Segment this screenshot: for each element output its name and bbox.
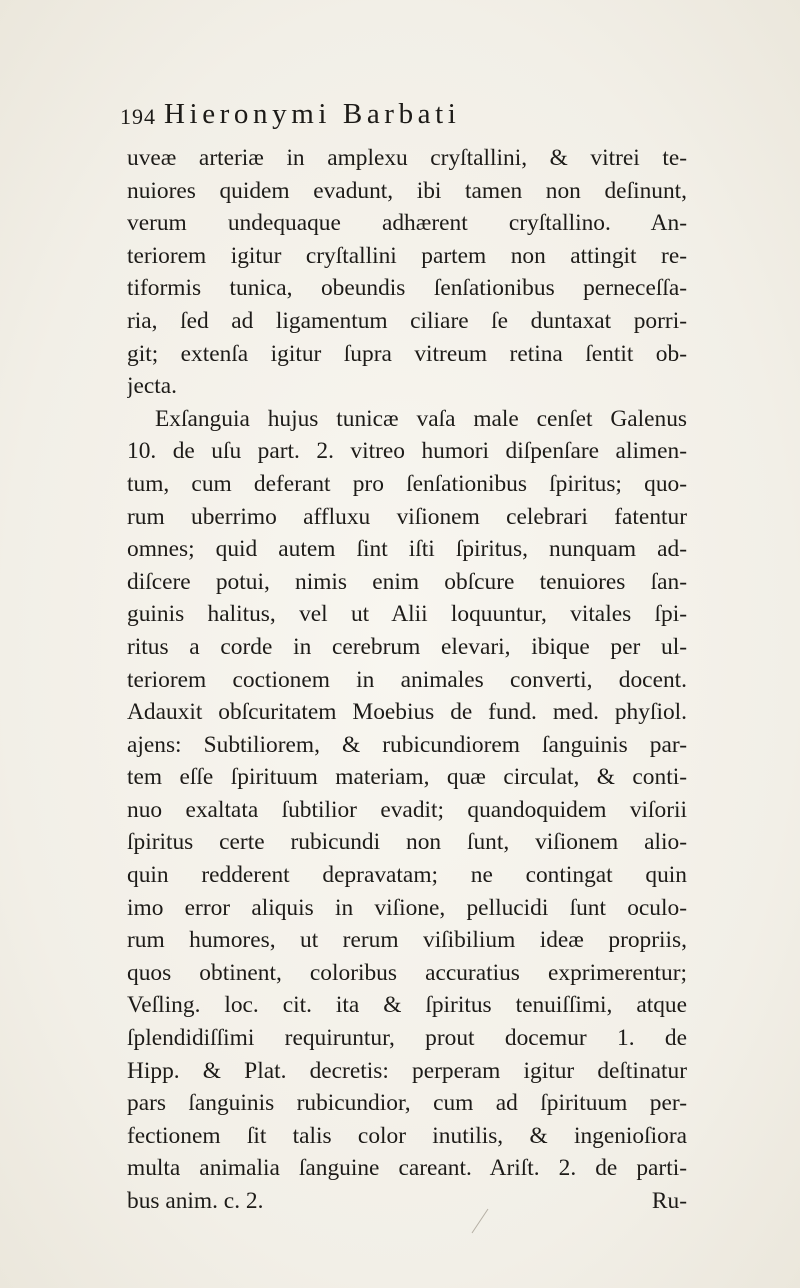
text-line: nuo exaltata ſubtilior evadit; quandoquidem viſorii: [127, 796, 687, 823]
text-line: tiformis tunica, obeundis ſenſationibus perneceſſa-: [127, 275, 687, 302]
text-line: tem eſſe ſpirituum materiam, quæ circulat, & conti-: [127, 764, 687, 791]
text-line: ritus a corde in cerebrum elevari, ibique per ul-: [127, 633, 687, 660]
margin-mark: [470, 1205, 490, 1235]
text-line: teriorem igitur cryſtallini partem non attingit re-: [127, 242, 687, 269]
catchword: Ru-: [651, 1188, 687, 1214]
text-line: nuiores quidem evadunt, ibi tamen non deſinunt,: [127, 177, 687, 204]
text-line: uveæ arteriæ in amplexu cryſtallini, & vitrei te-: [127, 145, 687, 171]
text-line: omnes; quid autem ſint iſti ſpiritus, nunquam ad-: [127, 536, 687, 563]
text-line: git; extenſa igitur ſupra vitreum retina ſentit ob-: [127, 340, 687, 367]
text-line: rum humores, ut rerum viſibilium ideæ propriis,: [127, 927, 687, 954]
text-line: pars ſanguinis rubicundior, cum ad ſpirituum per-: [127, 1090, 687, 1117]
text-line: jecta.: [127, 373, 177, 400]
text-line: fectionem ſit talis color inutilis, & ingenioſiora: [127, 1122, 687, 1149]
text-line: diſcere potui, nimis enim obſcure tenuiores ſan-: [127, 568, 687, 595]
text-line: verum undequaque adhærent cryſtallino. An-: [127, 210, 687, 237]
text-line: ſplendidiſſimi requiruntur, prout docemur 1. de: [127, 1025, 687, 1052]
text-line: bus anim. c. 2.: [127, 1188, 264, 1214]
text-line: 10. de uſu part. 2. vitreo humori diſpenſare alimen-: [127, 438, 687, 465]
text-line: Veſling. loc. cit. ita & ſpiritus tenuiſſimi, atque: [127, 992, 687, 1019]
text-line: imo error aliquis in viſione, pellucidi ſunt oculo-: [127, 894, 687, 921]
text-line: ajens: Subtiliorem, & rubicundiorem ſanguinis par-: [127, 731, 687, 758]
text-line: guinis halitus, vel ut Alii loquuntur, vitales ſpi-: [127, 601, 687, 628]
text-line: multa animalia ſanguine careant. Ariſt. 2. de parti-: [127, 1155, 687, 1182]
running-head: Hieronymi Barbati: [164, 98, 461, 130]
text-line: ſpiritus certe rubicundi non ſunt, viſionem alio-: [127, 829, 687, 856]
body-text: [127, 142, 687, 1218]
text-line: quin redderent depravatam; ne contingat quin: [127, 862, 687, 889]
page-number: 194: [120, 104, 156, 129]
text-line: Hipp. & Plat. decretis: perperam igitur deſtinatur: [127, 1057, 687, 1084]
text-line: teriorem coctionem in animales converti, docent.: [127, 666, 687, 693]
text-line: tum, cum deferant pro ſenſationibus ſpiritus; quo-: [127, 470, 687, 497]
text-line: quos obtinent, coloribus accuratius exprimerentur;: [127, 959, 687, 986]
text-line: Exſanguia hujus tunicæ vaſa male cenſet Galenus: [155, 405, 687, 432]
text-line: ria, ſed ad ligamentum ciliare ſe duntaxat porri-: [127, 307, 687, 334]
text-line: rum uberrimo affluxu viſionem celebrari fatentur: [127, 503, 687, 530]
text-line: Adauxit obſcuritatem Moebius de fund. med. phyſiol.: [127, 699, 687, 726]
page-header: [120, 98, 680, 138]
last-line-row: [127, 1185, 687, 1218]
